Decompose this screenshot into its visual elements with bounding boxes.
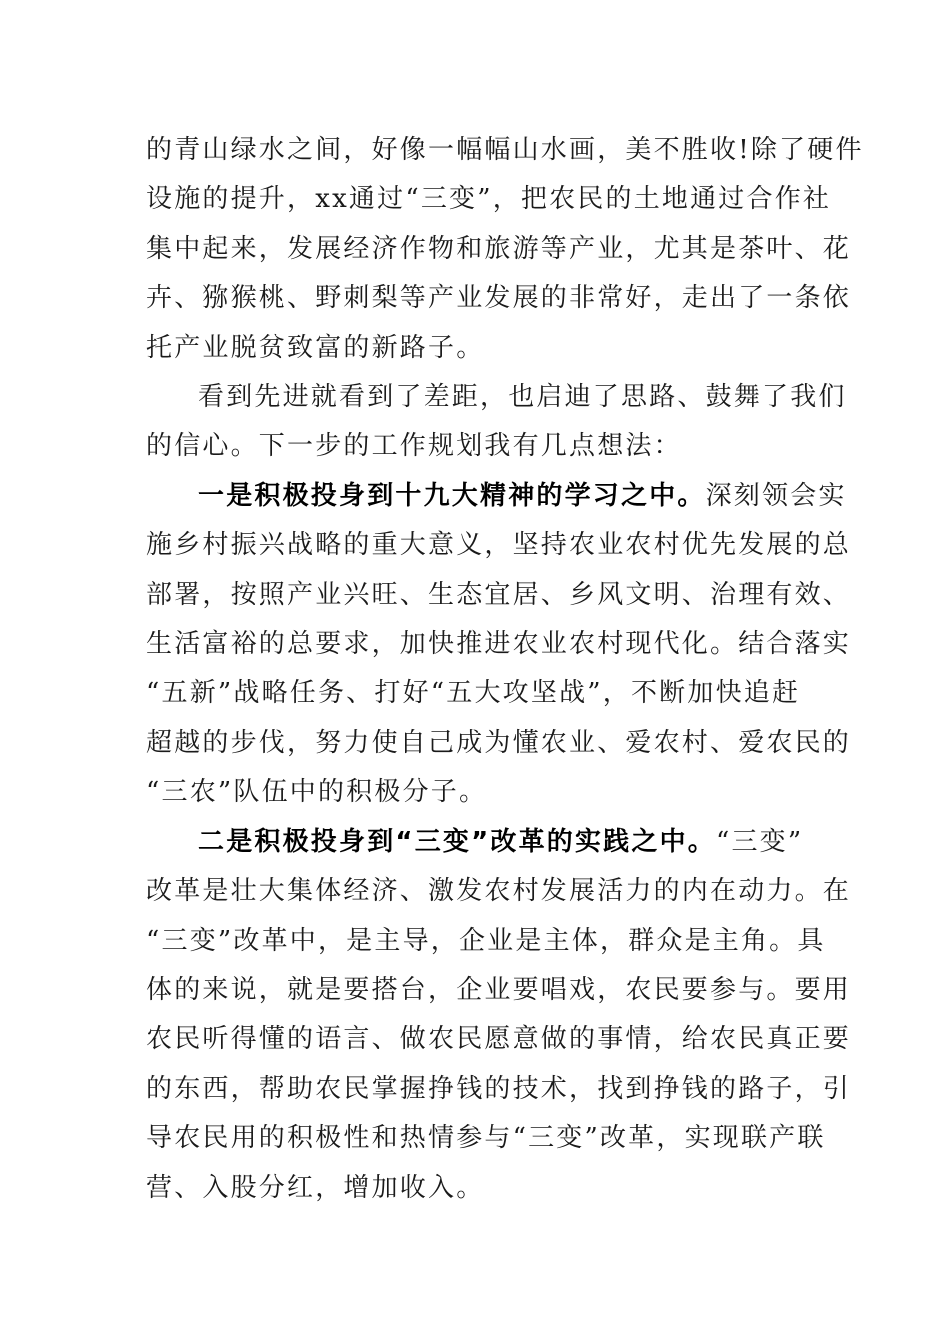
text-line: 施乡村振兴战略的重大意义，坚持农业农村优先发展的总	[146, 530, 852, 561]
text-line: 设施的提升，xx通过“三变”，把农民的土地通过合作社	[146, 184, 832, 215]
text-line: 卉、猕猴桃、野刺梨等产业发展的非常好，走出了一条依	[146, 283, 852, 314]
heading-line-rest: 深刻领会实	[705, 480, 847, 511]
text-line	[146, 818, 806, 867]
text-line: 看到先进就看到了差距，也启迪了思路、鼓舞了我们	[198, 382, 847, 413]
paragraph-2	[146, 373, 847, 472]
text-line: 农民听得懂的语言、做农民愿意做的事情，给农民真正要	[146, 1024, 852, 1055]
document-body	[146, 126, 864, 1213]
heading-line-rest: “三变”	[715, 826, 804, 857]
text-line: 的青山绿水之间，好像一幅幅山水画，美不胜收!除了硬件	[146, 135, 864, 165]
text-line: “五新”战略任务、打好“五大攻坚战”，不断加快追赶	[146, 678, 801, 709]
text-line	[146, 472, 847, 521]
text-line: 的东西，帮助农民掌握挣钱的技术，找到挣钱的路子，引	[146, 1073, 852, 1104]
text-line: 改革是壮大集体经济、激发农村发展活力的内在动力。在	[146, 876, 852, 907]
text-line: “三变”改革中，是主导，企业是主体，群众是主角。具	[146, 925, 826, 956]
text-line: 营、入股分红，增加收入。	[146, 1172, 485, 1203]
paragraph-heading: 二是积极投身到“三变”改革的实践之中。	[198, 826, 716, 857]
text-line: 超越的步伐，努力使自己成为懂农业、爱农村、爱农民的	[146, 727, 852, 758]
paragraph-4	[146, 818, 852, 1213]
text-line: 的信心。下一步的工作规划我有几点想法：	[146, 431, 682, 462]
text-line: 生活富裕的总要求，加快推进农业农村现代化。结合落实	[146, 629, 852, 660]
paragraph-heading: 一是积极投身到十九大精神的学习之中。	[198, 480, 706, 511]
paragraph-3	[146, 472, 852, 818]
text-line: “三农”队伍中的积极分子。	[146, 777, 488, 808]
paragraph-1	[146, 126, 864, 373]
text-line: 集中起来，发展经济作物和旅游等产业，尤其是茶叶、花	[146, 233, 852, 264]
text-line: 体的来说，就是要搭台，企业要唱戏，农民要参与。要用	[146, 974, 852, 1005]
text-line: 部署，按照产业兴旺、生态宜居、乡风文明、治理有效、	[146, 579, 852, 610]
text-line: 托产业脱贫致富的新路子。	[146, 332, 485, 363]
text-line: 导农民用的积极性和热情参与“三变”改革，实现联产联	[146, 1123, 826, 1154]
